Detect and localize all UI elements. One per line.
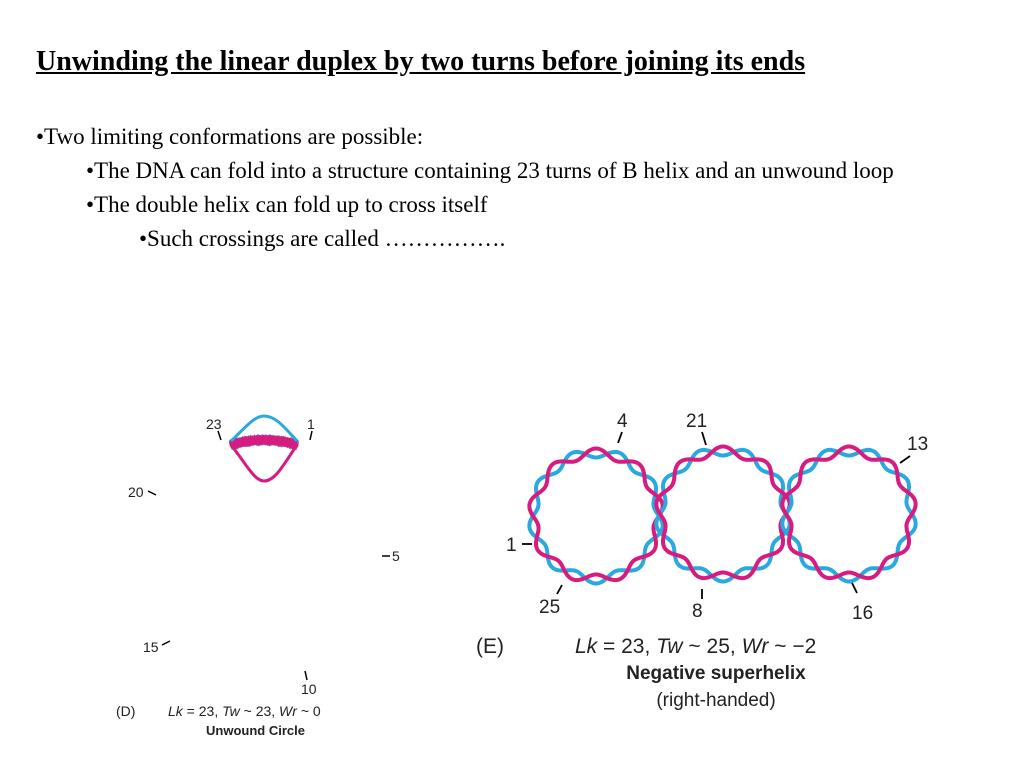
lk-symbol: Lk bbox=[168, 703, 183, 719]
panel-d-caption: Unwound Circle bbox=[206, 723, 305, 738]
supercoil-lobe-middle bbox=[656, 447, 789, 582]
panel-e bbox=[476, 411, 928, 711]
tick-20 bbox=[148, 491, 156, 495]
label-10: 10 bbox=[301, 681, 317, 697]
slide-title: Unwinding the linear duplex by two turns before joining its ends bbox=[36, 46, 806, 77]
label-13: 13 bbox=[907, 434, 929, 455]
tick-25 bbox=[557, 585, 562, 594]
label-5: 5 bbox=[392, 548, 400, 564]
tick-23 bbox=[218, 431, 221, 440]
lk-value: = 23, bbox=[182, 703, 223, 719]
panel-e-subcaption: (right-handed) bbox=[656, 690, 776, 711]
bullet-conformations: •Two limiting conformations are possible: bbox=[36, 124, 424, 149]
wr-value: ~ −2 bbox=[768, 635, 817, 658]
lk-value: = 23, bbox=[597, 635, 657, 658]
supercoil-lobe-left bbox=[529, 449, 662, 584]
wr-symbol: Wr bbox=[741, 635, 769, 658]
bullet-cross-itself: •The double helix can fold up to cross itself bbox=[86, 192, 488, 217]
panel-d-label: (D) bbox=[116, 703, 136, 719]
strand-pink bbox=[231, 437, 297, 449]
tw-symbol: Tw bbox=[222, 703, 240, 719]
panel-e-formula bbox=[575, 635, 816, 658]
tick-1 bbox=[310, 431, 312, 440]
label-1: 1 bbox=[307, 416, 315, 432]
tick-4 bbox=[618, 432, 622, 443]
label-15: 15 bbox=[143, 639, 159, 655]
unwound-loop-strand-pink bbox=[231, 445, 297, 481]
tick-21 bbox=[702, 432, 706, 445]
label-16: 16 bbox=[852, 603, 874, 624]
lk-symbol: Lk bbox=[575, 635, 598, 658]
tw-value: ~ 23, bbox=[239, 703, 280, 719]
label-21: 21 bbox=[686, 411, 708, 432]
panel-d-ticks bbox=[148, 431, 390, 680]
unwound-circle-duplex bbox=[231, 437, 298, 449]
panel-d-formula bbox=[168, 703, 321, 719]
panel-e-caption: Negative superhelix bbox=[626, 663, 806, 684]
wr-value: ~ 0 bbox=[296, 703, 321, 719]
tick-15 bbox=[162, 641, 170, 645]
label-1e: 1 bbox=[506, 535, 517, 556]
supercoil-lobe-right bbox=[782, 447, 915, 582]
tw-value: ~ 25, bbox=[682, 635, 742, 658]
panel-d bbox=[116, 416, 400, 738]
tick-13 bbox=[900, 456, 910, 463]
tw-symbol: Tw bbox=[656, 635, 683, 658]
bullet-crossings-called: •Such crossings are called ……………. bbox=[139, 226, 506, 251]
panel-e-label: (E) bbox=[476, 635, 504, 658]
tick-10 bbox=[305, 671, 307, 680]
bullet-unwound-loop: •The DNA can fold into a structure containing 23 turns of B helix and an unwound loop bbox=[86, 158, 894, 183]
tick-16 bbox=[852, 583, 857, 593]
wr-symbol: Wr bbox=[279, 703, 297, 719]
label-20: 20 bbox=[128, 484, 144, 500]
label-25: 25 bbox=[539, 597, 561, 618]
label-8: 8 bbox=[692, 601, 703, 622]
label-23: 23 bbox=[206, 416, 222, 432]
label-4: 4 bbox=[617, 411, 628, 432]
